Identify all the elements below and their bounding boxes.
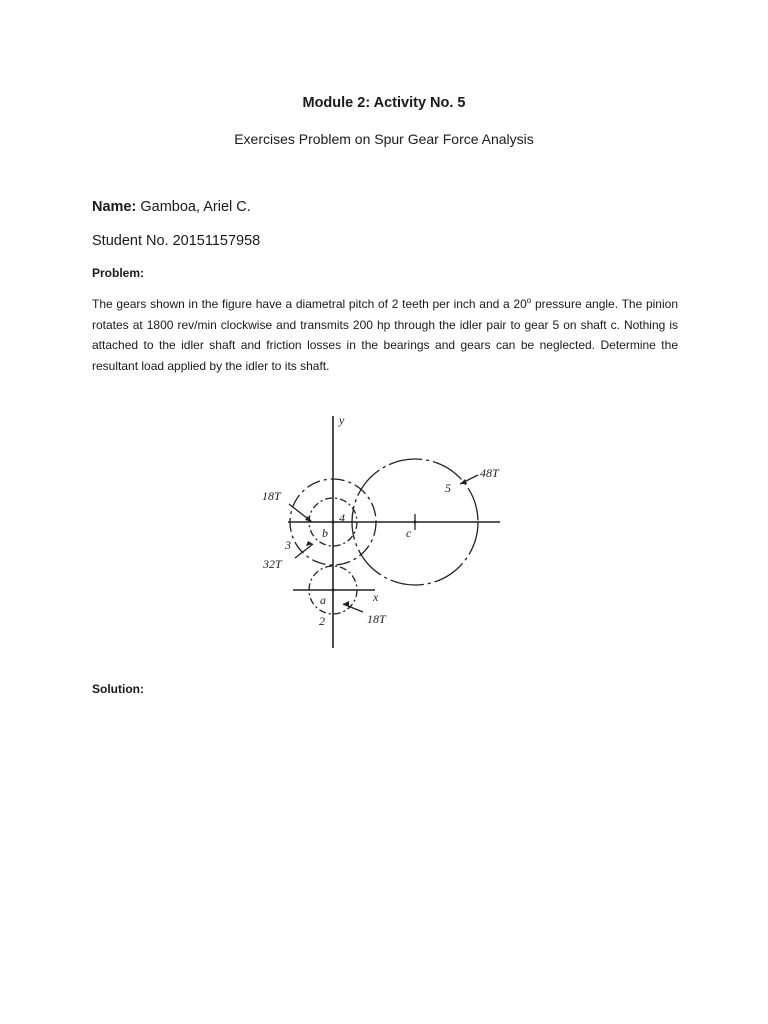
- problem-text-part-2: pressure angle. The pinion rotates at 1800 rev/min clockwise and transmits 200 hp through the idler pair to gear 5 on shaft c. Nothing is attached to the idler shaft and friction losses in the bearings and gears can be neglected. Determine the resultant load applied by the idler to its shaft.: [92, 297, 678, 373]
- gear-4-number-label: 4: [339, 511, 345, 525]
- x-axis-label: x: [373, 590, 379, 604]
- document-subtitle: Exercises Problem on Spur Gear Force Analysis: [234, 131, 534, 147]
- document-title: Module 2: Activity No. 5: [302, 95, 466, 111]
- y-axis-label: y: [339, 413, 345, 427]
- shaft-b-label: b: [322, 526, 328, 540]
- student-number-value: 20151157958: [172, 233, 261, 249]
- student-number-label: Student No.: [92, 233, 169, 249]
- problem-statement: [92, 294, 678, 376]
- gear-3-number-label: 3: [285, 538, 291, 552]
- name-label: Name:: [92, 199, 137, 215]
- gear-3-teeth-label: 32T: [263, 557, 282, 571]
- gear-4-teeth-label: 18T: [262, 489, 281, 503]
- gear-2-teeth-label: 18T: [367, 612, 386, 626]
- gear-2-number-label: 2: [319, 614, 325, 628]
- shaft-c-label: c: [406, 526, 412, 540]
- gear-train-figure: [255, 412, 505, 652]
- problem-heading: Problem:: [92, 266, 145, 280]
- solution-heading: Solution:: [92, 682, 144, 696]
- gear-5-teeth-label: 48T: [480, 466, 499, 480]
- name-value: Gamboa, Ariel C.: [140, 199, 251, 215]
- gear-5-number-label: 5: [445, 481, 451, 495]
- shaft-a-label: a: [320, 593, 326, 607]
- student-number-field: [92, 233, 260, 249]
- degree-symbol: o: [526, 296, 532, 305]
- name-field: [92, 199, 251, 215]
- problem-text-part-1: The gears shown in the figure have a diametral pitch of 2 teeth per inch and a 20: [92, 297, 527, 311]
